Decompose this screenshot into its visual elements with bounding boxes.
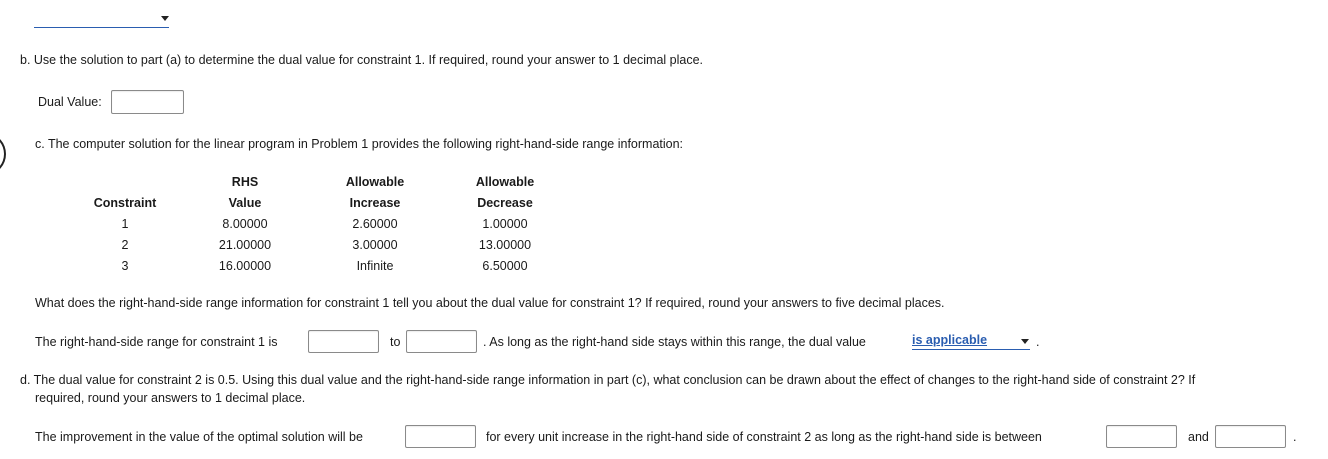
chevron-down-icon xyxy=(161,16,169,21)
row-3-increase: Infinite xyxy=(356,259,394,273)
row-3-rhs: 16.00000 xyxy=(218,259,272,273)
part-d-period: . xyxy=(1293,430,1297,444)
header-decrease-line2: Decrease xyxy=(477,196,533,210)
previous-answer-dropdown[interactable] xyxy=(34,10,169,28)
row-1-decrease: 1.00000 xyxy=(482,217,528,231)
dual-value-label: Dual Value: xyxy=(38,95,102,109)
part-c-question: What does the right-hand-side range information for constraint 1 tell you about the dual value for constraint 1? If required, round your answers to five decimal places. xyxy=(35,296,945,310)
row-1-constraint: 1 xyxy=(121,217,129,231)
partial-circle-marker xyxy=(0,134,6,174)
range-suffix: . As long as the right-hand side stays within this range, the dual value xyxy=(483,335,866,349)
row-1-increase: 2.60000 xyxy=(352,217,398,231)
improvement-label: The improvement in the value of the optimal solution will be xyxy=(35,430,363,444)
improvement-input[interactable] xyxy=(405,425,476,448)
header-increase-line1: Allowable xyxy=(345,175,405,189)
part-b-prompt: b. Use the solution to part (a) to determine the dual value for constraint 1. If required, round your answer to 1 decimal place. xyxy=(20,53,704,67)
applicable-select[interactable] xyxy=(912,333,1030,350)
dual-value-input[interactable] xyxy=(111,90,184,114)
and-label: and xyxy=(1188,430,1209,444)
header-rhs-line1: RHS xyxy=(231,175,259,189)
range-lower-input[interactable] xyxy=(308,330,379,353)
header-decrease-line1: Allowable xyxy=(475,175,535,189)
range-upper-input[interactable] xyxy=(406,330,477,353)
per-unit-label: for every unit increase in the right-hand side of constraint 2 as long as the right-hand side is between xyxy=(486,430,1042,444)
range-label: The right-hand-side range for constraint 1 is xyxy=(35,335,278,349)
part-c-prompt: c. The computer solution for the linear program in Problem 1 provides the following right-hand-side range information: xyxy=(35,137,684,151)
header-constraint: Constraint xyxy=(93,196,157,210)
row-2-rhs: 21.00000 xyxy=(218,238,272,252)
header-rhs-line2: Value xyxy=(228,196,262,210)
rhs-lower-input[interactable] xyxy=(1106,425,1177,448)
row-2-constraint: 2 xyxy=(121,238,129,252)
range-period: . xyxy=(1036,335,1040,349)
row-3-constraint: 3 xyxy=(121,259,129,273)
part-d-prompt-line2: required, round your answers to 1 decimal place. xyxy=(35,391,306,405)
chevron-down-icon xyxy=(1021,339,1029,344)
part-d-prompt-line1: d. The dual value for constraint 2 is 0.5. Using this dual value and the right-hand-side range information in part (c), what conclusion can be drawn about the effect of changes to the right-hand side of constraint 2? If xyxy=(20,373,1196,387)
row-2-decrease: 13.00000 xyxy=(478,238,532,252)
row-1-rhs: 8.00000 xyxy=(222,217,268,231)
applicable-select-value: is applicable xyxy=(912,333,988,347)
row-3-decrease: 6.50000 xyxy=(482,259,528,273)
rhs-upper-input[interactable] xyxy=(1215,425,1286,448)
row-2-increase: 3.00000 xyxy=(352,238,398,252)
to-label: to xyxy=(390,335,401,349)
header-increase-line2: Increase xyxy=(349,196,401,210)
